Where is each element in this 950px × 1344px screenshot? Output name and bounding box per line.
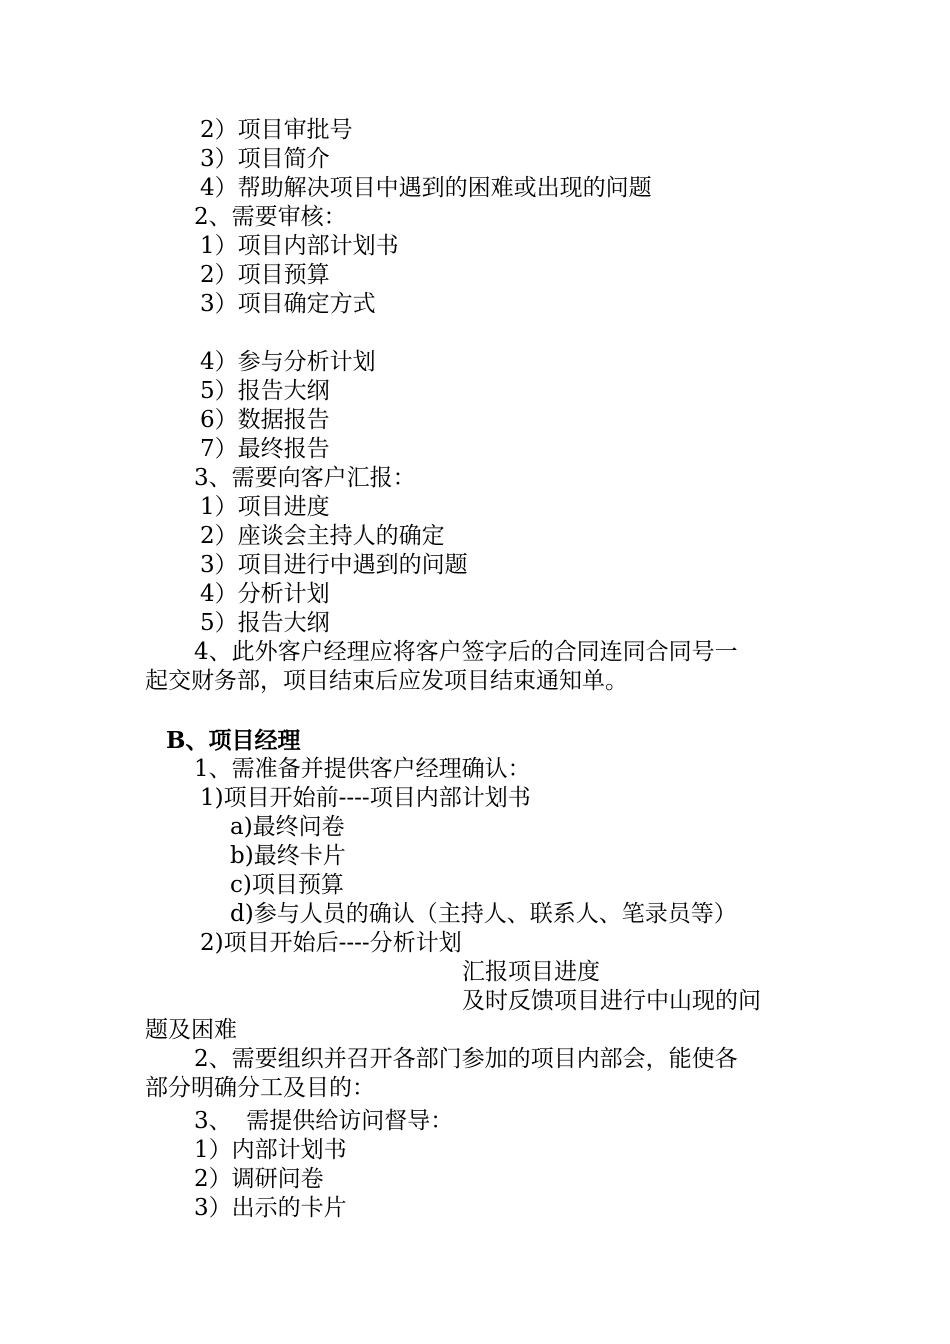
list-item: 4）参与分析计划 <box>200 349 376 375</box>
section-heading: 3、需要向客户汇报： <box>194 465 416 491</box>
list-item: 1)项目开始前----项目内部计划书 <box>200 785 531 811</box>
list-item: 2）项目预算 <box>200 262 330 288</box>
list-item: a)最终问卷 <box>230 814 345 840</box>
section-heading: 3、 需提供给访问督导： <box>194 1108 454 1134</box>
list-item: 3）项目确定方式 <box>200 291 376 317</box>
list-item: 5）报告大纲 <box>200 378 330 404</box>
section-heading: 1、需准备并提供客户经理确认： <box>194 756 531 782</box>
list-item: 1）项目进度 <box>200 494 330 520</box>
list-item: 4）分析计划 <box>200 581 330 607</box>
list-item: 1）项目内部计划书 <box>200 233 399 259</box>
list-item: 1）内部计划书 <box>194 1137 347 1163</box>
list-item: 5）报告大纲 <box>200 610 330 636</box>
list-item: 3）出示的卡片 <box>194 1195 347 1221</box>
paragraph-line: 部分明确分工及目的： <box>145 1075 375 1101</box>
list-item: 4）帮助解决项目中遇到的困难或出现的问题 <box>200 175 652 201</box>
paragraph-line: 4、此外客户经理应将客户签字后的合同连同合同号一 <box>194 639 738 665</box>
paragraph-line: 起交财务部，项目结束后应发项目结束通知单。 <box>145 668 628 694</box>
list-item: b)最终卡片 <box>230 843 346 869</box>
paragraph-line: 题及困难 <box>145 1017 237 1043</box>
list-item: 3）项目简介 <box>200 146 330 172</box>
paragraph-line: 及时反馈项目进行中山现的问 <box>462 988 761 1014</box>
list-item: 2）座谈会主持人的确定 <box>200 523 445 549</box>
list-item: 2）项目审批号 <box>200 117 353 143</box>
list-item: 2）调研问卷 <box>194 1166 324 1192</box>
paragraph-line: 2、需要组织并召开各部门参加的项目内部会，能使各 <box>194 1046 738 1072</box>
list-item: 6）数据报告 <box>200 407 330 433</box>
list-item: 7）最终报告 <box>200 436 330 462</box>
section-title: B、项目经理 <box>166 727 301 754</box>
list-item: 3）项目进行中遇到的问题 <box>200 552 468 578</box>
list-item: c)项目预算 <box>230 872 344 898</box>
section-heading: 2、需要审核： <box>194 204 347 230</box>
list-item: 2)项目开始后----分析计划 <box>200 930 462 956</box>
list-item: d)参与人员的确认（主持人、联系人、笔录员等） <box>230 901 737 927</box>
list-item: 汇报项目进度 <box>462 959 600 985</box>
